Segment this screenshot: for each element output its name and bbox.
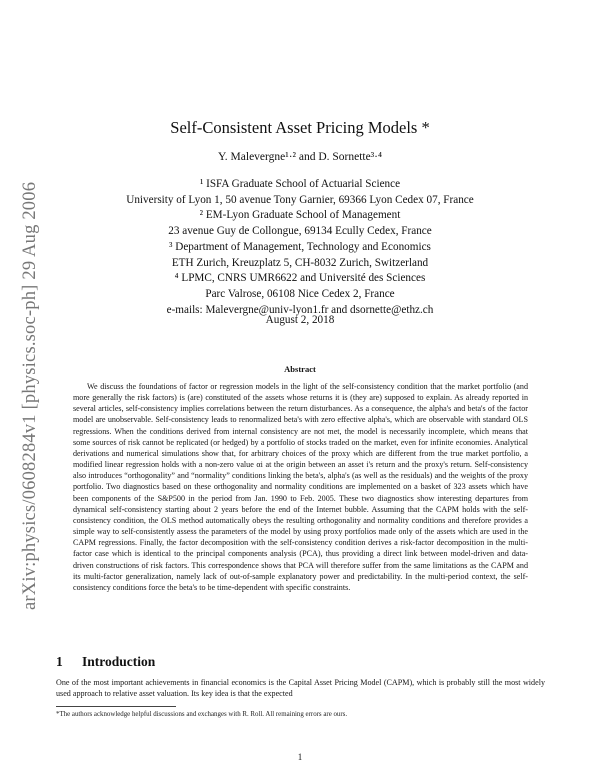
affiliation-line: ² EM-Lyon Graduate School of Management — [199, 209, 401, 222]
footnote-rule — [56, 706, 176, 707]
affiliation-line: ETH Zurich, Kreuzplatz 5, CH-8032 Zurich, Switzerland — [171, 256, 429, 269]
introduction-body: One of the most important achievements in financial economics is the Capital Asset Pricing Model (CAPM), which is probably still the most widely used approach to relative asset valuation. Its key idea is that the expected — [56, 678, 545, 699]
paper-title: Self-Consistent Asset Pricing Models * — [170, 118, 430, 137]
footnote: *The authors acknowledge helpful discussions and exchanges with R. Roll. All remaining errors are ours. — [56, 711, 348, 718]
affiliation-line: ³ Department of Management, Technology and Economics — [169, 240, 431, 253]
page-number: 1 — [297, 752, 303, 762]
section-title: Introduction — [82, 654, 156, 669]
section-number: 1 — [56, 654, 63, 669]
section-heading-introduction — [56, 654, 155, 670]
paper-authors: Y. Malevergne¹·² and D. Sornette³·⁴ — [217, 151, 383, 163]
author-emails: e-mails: Malevergne@univ-lyon1.fr and dsornette@ethz.ch — [166, 303, 434, 316]
affiliation-line: University of Lyon 1, 50 avenue Tony Garnier, 69366 Lyon Cedex 07, France — [126, 193, 474, 206]
affiliations-block — [0, 177, 600, 318]
paper-date: August 2, 2018 — [265, 314, 335, 326]
affiliation-line: Parc Valrose, 06108 Nice Cedex 2, France — [205, 287, 395, 300]
affiliation-line: ⁴ LPMC, CNRS UMR6622 and Université des Sciences — [174, 272, 426, 285]
abstract-body: We discuss the foundations of factor or regression models in the light of the self-consistency condition that the market portfolio (and more generally the risk factors) is (are) constituted of the assets whose returns it is (they are) supposed to explain. As already reported in several articles, self-consistency implies correlations between the return disturbances. As a consequence, the alpha's and beta's of the factor model are unobservable. Self-consistency leads to renormalized beta's with zero effective alpha's, which are observable with standard OLS regressions. When the conditions derived from internal consistency are not met, the model is necessarily incomplete, which means that some sources of risk cannot be replicated (or hedged) by a portfolio of stocks traded on the market, even for infinite economies. Analytical derivations and numerical simulations show that, for arbitrary choices of the proxy which are different from the true market portfolio, a modified linear regression holds with a non-zero value αi at the origin between an asset i's return and the proxy's return. Self-consistency also introduces “orthogonality” and “normality” conditions linking the beta's, alpha's (as well as the residuals) and the weights of the proxy portfolio. Two diagnostics based on these orthogonality and normality conditions are implemented on a basket of 323 assets which have been components of the S&P500 in the period from Jan. 1990 to Feb. 2005. These two diagnostics show interesting departures from dynamical self-consistency starting about 2 years before the end of the Internet bubble. Assuming that the CAPM holds with the self-consistency condition, the OLS method automatically obeys the resulting orthogonality and normality conditions and therefore provides a simple way to self-consistently assess the parameters of the model by using proxy portfolios made only of the assets which are used in the CAPM regressions. Finally, the factor decomposition with the self-consistency condition derives a risk-factor decomposition in the multi-factor case which is identical to the principal components analysis (PCA), thus providing a direct link between model-driven and data-driven constructions of risk factors. This correspondence shows that PCA will therefore suffer from the same limitations as the CAPM and its multi-factor generalization, namely lack of out-of-sample explanatory power and predictability. In the multi-period context, the self-consistency conditions force the beta's to be time-dependent with specific constraints. — [73, 382, 528, 592]
affiliation-line: 23 avenue Guy de Collongue, 69134 Ecully Cedex, France — [168, 225, 432, 238]
abstract-heading: Abstract — [284, 364, 316, 374]
arxiv-stamp-text: arXiv:physics/0608284v1 [physics.soc-ph] 29 Aug 2006 — [20, 181, 40, 610]
affiliation-line: ¹ ISFA Graduate School of Actuarial Science — [199, 178, 401, 190]
